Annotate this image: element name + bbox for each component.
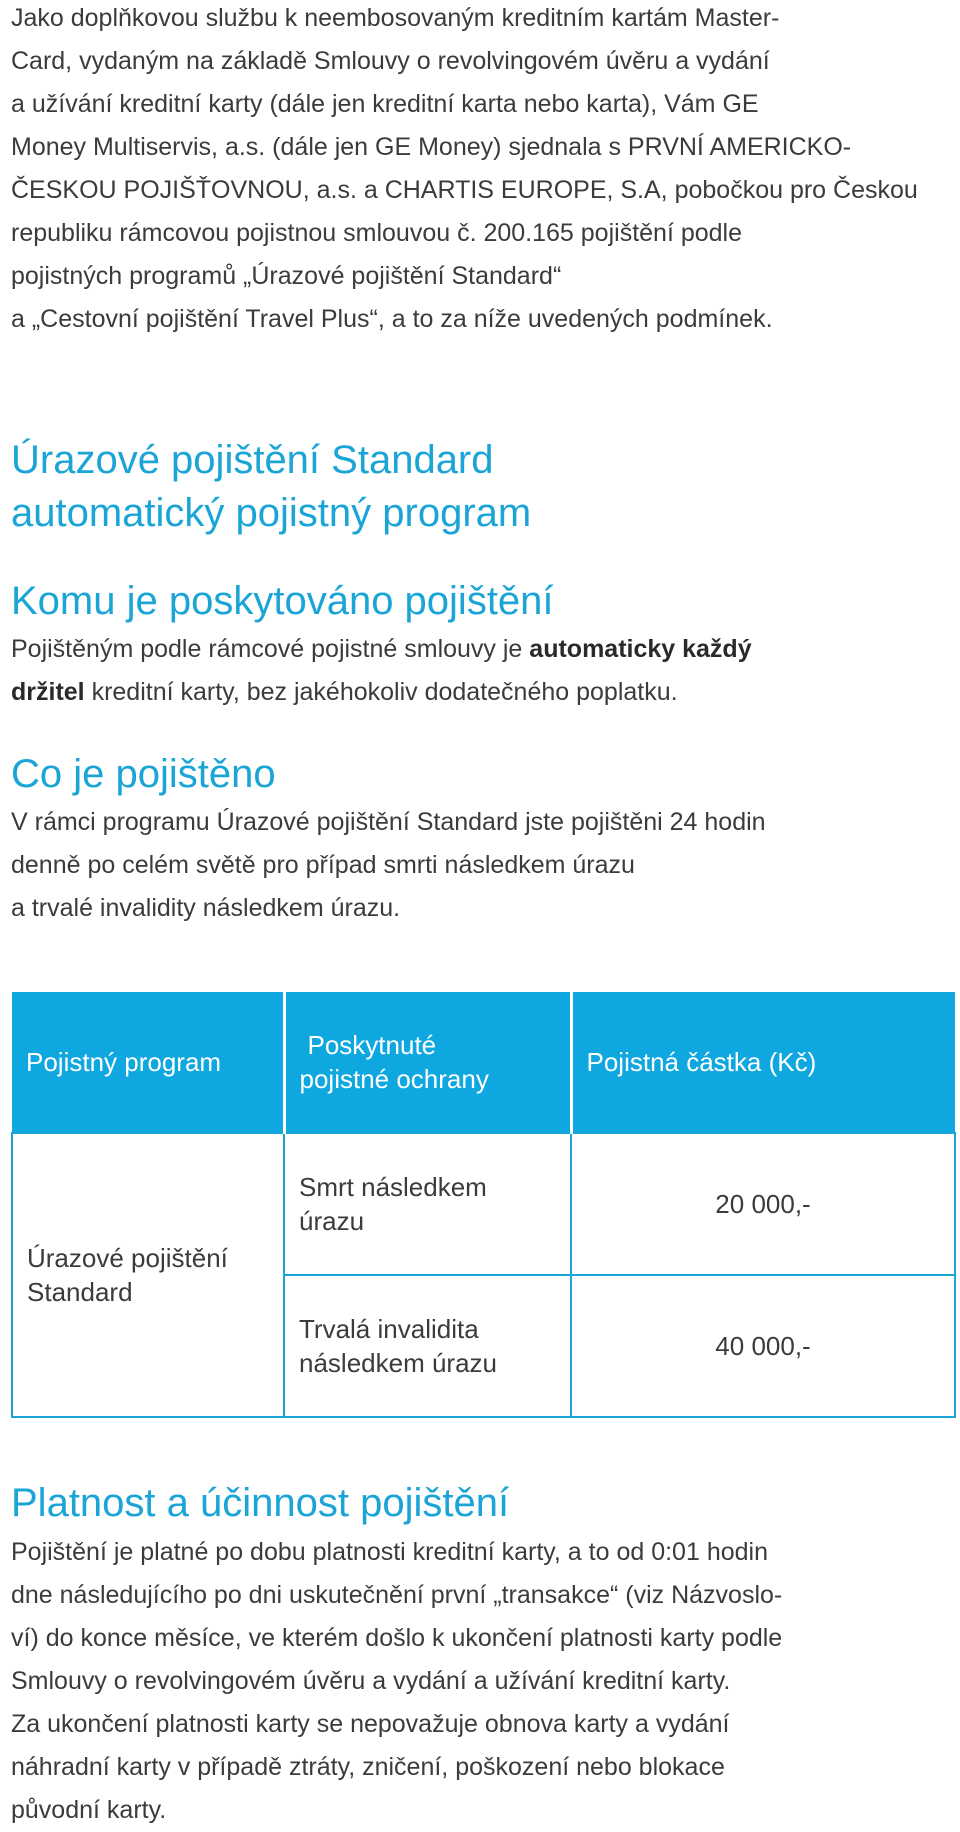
what-line: a trvalé invalidity následkem úrazu.: [11, 894, 401, 922]
who-line: [11, 628, 951, 671]
validity-line: Pojištění je platné po dobu platnosti kreditní karty, a to od 0:01 hodin: [11, 1538, 768, 1566]
validity-paragraph: [11, 1531, 951, 1832]
validity-line: ví) do konce měsíce, ve kterém došlo k ukončení platnosti karty podle: [11, 1624, 783, 1652]
program-title-line: Úrazové pojištění Standard: [11, 438, 494, 482]
validity-line: původní karty.: [11, 1796, 167, 1824]
amount-cell: 20 000,-: [571, 1133, 955, 1275]
who-line: [11, 671, 951, 714]
intro-line: Jako doplňkovou službu k neembosovaným kreditním kartám Master-: [11, 4, 780, 32]
coverage-cell: [284, 1133, 571, 1275]
program-name-cell: [12, 1133, 284, 1417]
coverage-line: Trvalá invalidita: [299, 1314, 479, 1344]
intro-line: ČESKOU POJIŠŤOVNOU, a.s. a CHARTIS EUROPE, S.A, pobočkou pro Českou: [11, 176, 918, 204]
what-line: denně po celém světě pro případ smrti následkem úrazu: [11, 851, 635, 879]
who-heading: Komu je poskytováno pojištění: [11, 579, 554, 623]
who-bold-text: držitel: [11, 678, 85, 706]
who-text: Pojištěným podle rámcové pojistné smlouvy je: [11, 635, 530, 663]
program-title: [11, 434, 531, 540]
validity-line: Smlouvy o revolvingovém úvěru a vydání a užívání kreditní karty.: [11, 1667, 731, 1695]
table-header-row: [12, 992, 955, 1133]
who-bold-text: automaticky každý: [529, 635, 752, 663]
header-amount: Pojistná částka (Kč): [571, 992, 955, 1133]
what-paragraph: [11, 801, 951, 930]
header-coverage-line: Poskytnuté: [307, 1030, 437, 1060]
table-row: [12, 1133, 955, 1275]
what-line: V rámci programu Úrazové pojištění Standard jste pojištěni 24 hodin: [11, 808, 766, 836]
program-subtitle-line: automatický pojistný program: [11, 491, 532, 535]
validity-line: dne následujícího po dni uskutečnění první „transakce“ (viz Názvoslo-: [11, 1581, 783, 1609]
coverage-line: následkem úrazu: [299, 1348, 497, 1378]
intro-line: pojistných programů „Úrazové pojištění Standard“: [11, 262, 562, 290]
coverage-cell: [284, 1275, 571, 1417]
header-program: Pojistný program: [12, 992, 284, 1133]
intro-line: Card, vydaným na základě Smlouvy o revolvingovém úvěru a vydání: [11, 47, 770, 75]
intro-line: republiku rámcovou pojistnou smlouvou č. 200.165 pojištění podle: [11, 219, 743, 247]
validity-line: Za ukončení platnosti karty se nepovažuje obnova karty a vydání: [11, 1710, 730, 1738]
validity-heading: Platnost a účinnost pojištění: [11, 1481, 510, 1525]
what-heading: Co je pojištěno: [11, 752, 276, 796]
coverage-line: Smrt následkem: [299, 1172, 487, 1202]
program-name-line: Úrazové pojištění: [27, 1243, 228, 1273]
intro-line: a užívání kreditní karty (dále jen kreditní karta nebo karta), Vám GE: [11, 90, 759, 118]
who-text: kreditní karty, bez jakéhokoliv dodatečného poplatku.: [84, 678, 678, 706]
amount-cell: 40 000,-: [571, 1275, 955, 1417]
header-coverage-line: pojistné ochrany: [299, 1064, 489, 1094]
who-paragraph: [11, 628, 951, 714]
intro-line: Money Multiservis, a.s. (dále jen GE Money) sjednala s PRVNÍ AMERICKO-: [11, 133, 852, 161]
program-name-line: Standard: [27, 1277, 133, 1307]
validity-line: náhradní karty v případě ztráty, zničení, poškození nebo blokace: [11, 1753, 725, 1781]
insurance-table: [11, 992, 956, 1418]
header-coverage: [284, 992, 571, 1133]
intro-paragraph: [11, 0, 951, 341]
intro-line: a „Cestovní pojištění Travel Plus“, a to za níže uvedených podmínek.: [11, 305, 773, 333]
coverage-line: úrazu: [299, 1206, 365, 1236]
